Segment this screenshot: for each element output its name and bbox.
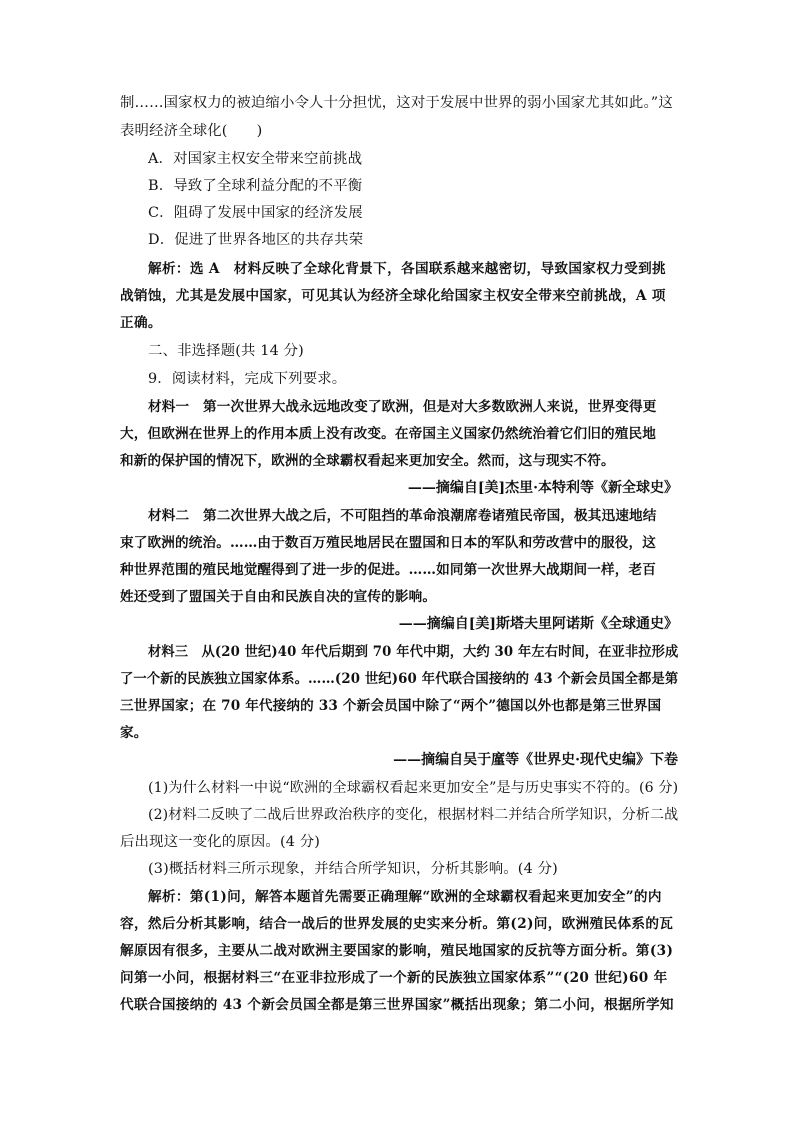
- material-three-line: 家。: [120, 725, 148, 741]
- explanation-line: 解析：第(1)问，解答本题首先需要正确理解“欧洲的全球霸权看起来更加安全”的内: [148, 889, 662, 905]
- material-three-line: 材料三 从(20 世纪)40 年代后期到 70 年代中期，大约 30 年左右时间，在亚非拉形成: [148, 644, 679, 660]
- material-two-source: ——摘编自[美]斯塔夫里阿诺斯《全球通史》: [398, 616, 678, 632]
- material-two-line: 种世界范围的殖民地觉醒得到了进一步的促进。……如同第一次世界大战期间一样，老百: [120, 562, 657, 578]
- material-one-line: 和新的保护国的情况下，欧洲的全球霸权看起来更加安全。然而，这与现实不符。: [120, 453, 615, 469]
- option-b: B．导致了全球利益分配的不平衡: [148, 178, 363, 194]
- material-one-line: 材料一 第一次世界大战永远地改变了欧洲，但是对大多数欧洲人来说，世界变得更: [148, 399, 657, 415]
- material-two-line: 姓还受到了盟国关于自由和民族自决的宣传的影响。: [120, 589, 437, 605]
- material-one-source: ——摘编自[美]杰里·本特利等《新全球史》: [407, 480, 678, 496]
- sub-question-2: (2)材料二反映了二战后世界政治秩序的变化，根据材料二并结合所学知识，分析二战: [148, 807, 679, 823]
- option-a: A．对国家主权安全带来空前挑战: [148, 151, 363, 167]
- explanation-line: 正确。: [120, 315, 162, 331]
- explanation-line: 容，然后分析其影响，结合一战后的世界发展的史实来分析。第(2)问，欧洲殖民体系的瓦: [120, 916, 674, 932]
- material-three-line: 了一个新的民族独立国家体系。……(20 世纪)60 年代联合国接纳的 43 个新会员国全都是第: [120, 671, 679, 687]
- material-one-line: 大，但欧洲在世界上的作用本质上没有改变。在帝国主义国家仍然统治着它们旧的殖民地: [120, 426, 657, 442]
- explanation-line: 战销蚀，尤其是发展中国家，可见其认为经济全球化给国家主权安全带来空前挑战，A 项: [120, 288, 666, 304]
- sub-question-2-cont: 后出现这一变化的原因。(4 分): [120, 834, 321, 850]
- section-heading: 二、非选择题(共 14 分): [148, 343, 304, 359]
- option-c: C．阻碍了发展中国家的经济发展: [148, 205, 363, 221]
- explanation-line: 解析：选 A 材料反映了全球化背景下，各国联系越来越密切，导致国家权力受到挑: [148, 261, 666, 277]
- question-stem-line: 表明经济全球化( ): [120, 123, 263, 139]
- explanation-line: 解原因有很多，主要从二战对欧洲主要国家的影响，殖民地国家的反抗等方面分析。第(3): [120, 943, 674, 959]
- material-two-line: 材料二 第二次世界大战之后，不可阻挡的革命浪潮席卷诸殖民帝国，极其迅速地结: [148, 508, 657, 524]
- question-stem-line: 制……国家权力的被迫缩小令人十分担忧，这对于发展中世界的弱小国家尤其如此。”这: [120, 95, 673, 111]
- material-three-source: ——摘编自吴于廑等《世界史·现代史编》下卷: [393, 752, 678, 768]
- sub-question-1: (1)为什么材料一中说“欧洲的全球霸权看起来更加安全”是与历史事实不符的。(6 分): [148, 780, 679, 796]
- sub-question-3: (3)概括材料三所示现象，并结合所学知识，分析其影响。(4 分): [148, 861, 558, 877]
- material-three-line: 三世界国家；在 70 年代接纳的 33 个新会员国中除了“两个”德国以外也都是第三世界国: [120, 698, 662, 714]
- explanation-line: 代联合国接纳的 43 个新会员国全都是第三世界国家”概括出现象；第二小问，根据所学知: [120, 997, 674, 1013]
- question-stem: 9．阅读材料，完成下列要求。: [148, 371, 347, 387]
- explanation-line: 问第一小问，根据材料三“在亚非拉形成了一个新的民族独立国家体系”“(20 世纪)60 年: [120, 970, 668, 986]
- option-d: D．促进了世界各地区的共存共荣: [148, 232, 364, 248]
- material-two-line: 束了欧洲的统治。……由于数百万殖民地居民在盟国和日本的军队和劳改营中的服役，这: [120, 535, 657, 551]
